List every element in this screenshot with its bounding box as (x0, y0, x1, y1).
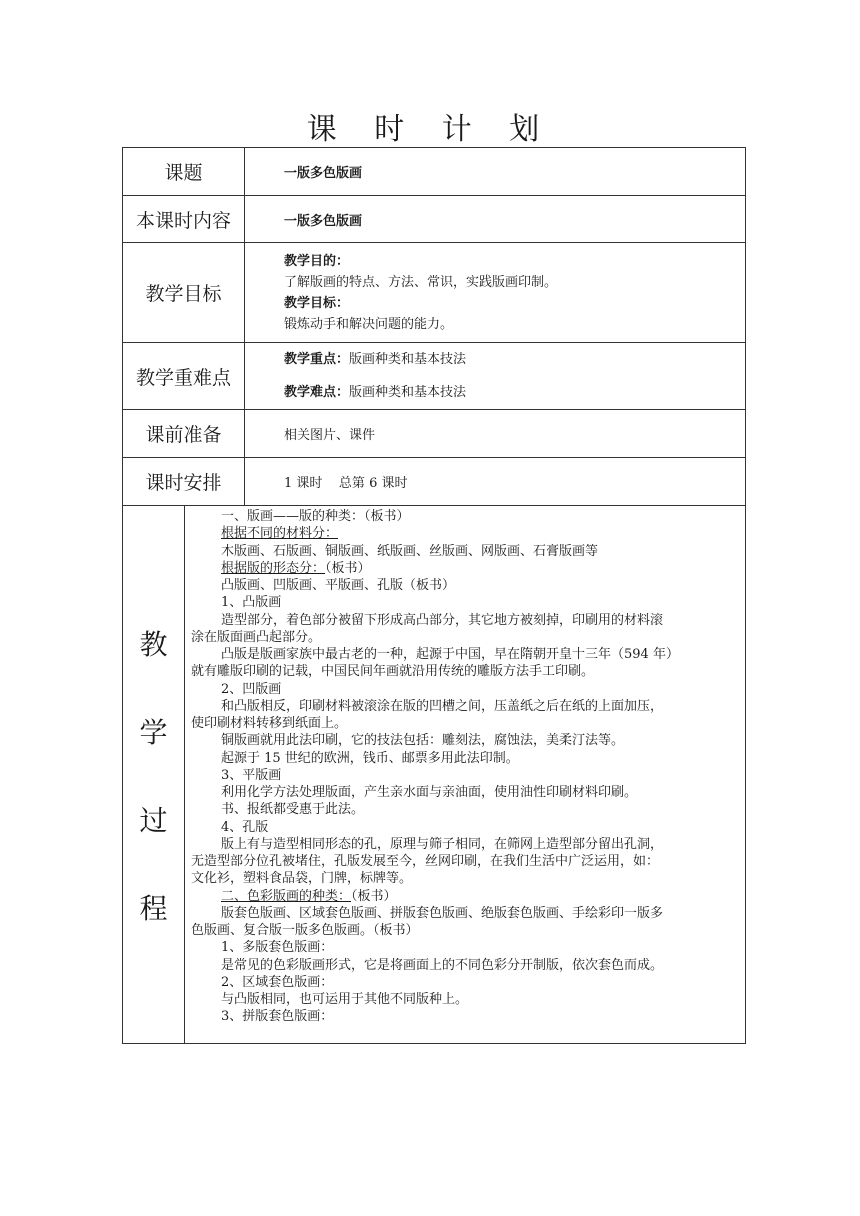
schedule-label: 课时安排 (123, 458, 245, 506)
goals-text-2: 锻炼动手和解决问题的能力。 (284, 316, 454, 332)
content-value: 一版多色版画 (245, 196, 746, 243)
process-line-text: 根据不同的材料分： (221, 526, 339, 542)
process-line-text: 版上有与造型相同形态的孔，原理与筛子相同，在筛网上造型部分留出孔洞， (221, 836, 664, 852)
process-line-text: 利用化学方法处理版面，产生亲水面与亲油面，使用油性印刷材料印刷。 (221, 785, 638, 800)
process-line (191, 888, 771, 905)
process-line (191, 974, 771, 991)
process-line-text: 一、版画——版的种类：（板书） (221, 509, 410, 524)
process-line-text: 使印刷材料转移到纸面上。 (191, 716, 348, 731)
process-line (191, 560, 771, 577)
process-line (191, 870, 741, 887)
process-line-text: 1、凸版画 (221, 595, 282, 611)
process-line-text: 文化衫，塑料食品袋，门牌，标牌等。 (191, 871, 413, 887)
process-line-note: （板书） (325, 560, 371, 576)
process-char-2: 学 (139, 716, 168, 749)
difficult-point-text: 版画种类和基本技法 (349, 385, 467, 400)
process-line-text: 色版画、复合版一版多色版画。（板书） (191, 923, 419, 938)
process-line (191, 646, 771, 663)
process-line (191, 905, 771, 922)
process-line (191, 594, 771, 611)
process-line (191, 732, 771, 749)
prep-value: 相关图片、课件 (245, 410, 746, 458)
process-line (191, 577, 771, 594)
process-line-note: （板书） (351, 888, 397, 904)
process-line-text: 和凸版相反，印刷材料被滚涂在版的凹槽之间，压盖纸之后在纸的上面加压， (221, 698, 664, 714)
process-line-text: 与凸版相同，也可运用于其他不同版种上。 (221, 992, 469, 1007)
process-line-text: 涂在版面画凸起部分。 (191, 629, 322, 645)
process-label-cell (122, 505, 185, 1044)
schedule-value: 1 课时 总第 6 课时 (245, 458, 746, 506)
process-line (191, 767, 771, 784)
process-line (191, 698, 771, 715)
process-line-text: 版套色版画、区域套色版画、拼版套色版画、绝版套色版画、手绘彩印一版多 (221, 905, 664, 921)
key-point-label: 教学重点： (284, 352, 350, 367)
process-line-text: 是常见的色彩版画形式，它是将画面上的不同色彩分开制版，依次套色而成。 (221, 957, 664, 973)
process-line (191, 836, 771, 853)
content-label: 本课时内容 (123, 196, 245, 243)
process-line-text: 1、多版套色版画： (221, 940, 334, 956)
process-line-text: 根据版的形态分： (221, 560, 326, 576)
process-line-text: 3、拼版套色版画： (221, 1009, 334, 1025)
row-schedule (123, 458, 746, 506)
keypoints-label: 教学重难点 (123, 343, 245, 410)
process-line (191, 957, 771, 974)
process-line (191, 801, 771, 818)
process-line (191, 543, 771, 560)
goals-text-1: 了解版画的特点、方法、常识，实践版画印制。 (284, 274, 558, 290)
goals-heading-2: 教学目标： (284, 295, 350, 311)
process-line (191, 853, 741, 870)
process-char-3: 过 (139, 804, 168, 837)
process-line (191, 715, 741, 732)
process-line-text: 书、报纸都受惠于此法。 (221, 802, 365, 818)
process-line-text: 铜版画就用此法印刷，它的技法包括：雕刻法，腐蚀法，美柔汀法等。 (221, 733, 625, 749)
process-line-text: 凸版画、凹版画、平版画、孔版（板书） (221, 578, 456, 593)
lesson-plan-table (122, 147, 746, 506)
process-line-text: 木版画、石版画、铜版画、纸版画、丝版画、网版画、石膏版画等 (221, 543, 599, 559)
process-line-text: 2、区域套色版画： (221, 974, 334, 990)
process-line-text: 凸版是版画家族中最古老的一种，起源于中国，早在隋朝开皇十三年（594 年） (221, 647, 679, 662)
row-goals (123, 243, 746, 343)
process-line-text: 2、凹版画 (221, 681, 282, 697)
process-line-text: 造型部分，着色部分被留下形成高凸部分，其它地方被刻掉，印刷用的材料滚 (221, 612, 664, 628)
process-line-text: 无造型部分位孔被堵住，孔版发展至今，丝网印刷，在我们生活中广泛运用，如： (191, 854, 660, 869)
process-line (191, 939, 771, 956)
process-line (191, 819, 771, 836)
process-line (191, 784, 771, 801)
process-line-text: 起源于 15 世纪的欧洲，钱币、邮票多用此法印制。 (221, 750, 519, 766)
process-line (191, 508, 771, 525)
goals-label: 教学目标 (123, 243, 245, 343)
process-line (191, 525, 771, 542)
process-line-text: 二、色彩版画的种类： (221, 888, 352, 904)
process-line (191, 612, 771, 629)
process-line (191, 663, 741, 680)
process-line (191, 681, 771, 698)
difficult-point-label: 教学难点： (284, 385, 350, 400)
page-title: 课 时 计 划 (306, 112, 554, 147)
key-point-text: 版画种类和基本技法 (349, 352, 467, 367)
row-topic (123, 148, 746, 196)
process-line-text: 4、孔版 (221, 819, 269, 835)
row-content (123, 196, 746, 243)
process-char-1: 教 (139, 628, 168, 661)
process-body-cell (183, 505, 746, 1044)
topic-value: 一版多色版画 (245, 148, 746, 196)
keypoints-value (245, 343, 746, 410)
process-line (191, 991, 771, 1008)
goals-value (245, 243, 746, 343)
process-line (191, 750, 771, 767)
process-line (191, 1008, 771, 1025)
prep-label: 课前准备 (123, 410, 245, 458)
process-line (191, 629, 741, 646)
process-line (191, 922, 741, 939)
row-keypoints (123, 343, 746, 410)
process-line-text: 3、平版画 (221, 767, 282, 783)
goals-heading-1: 教学目的： (284, 253, 350, 269)
row-prep (123, 410, 746, 458)
topic-label: 课题 (123, 148, 245, 196)
process-line-text: 就有雕版印刷的记载，中国民间年画就沿用传统的雕版方法手工印刷。 (191, 664, 595, 680)
process-char-4: 程 (139, 892, 168, 925)
